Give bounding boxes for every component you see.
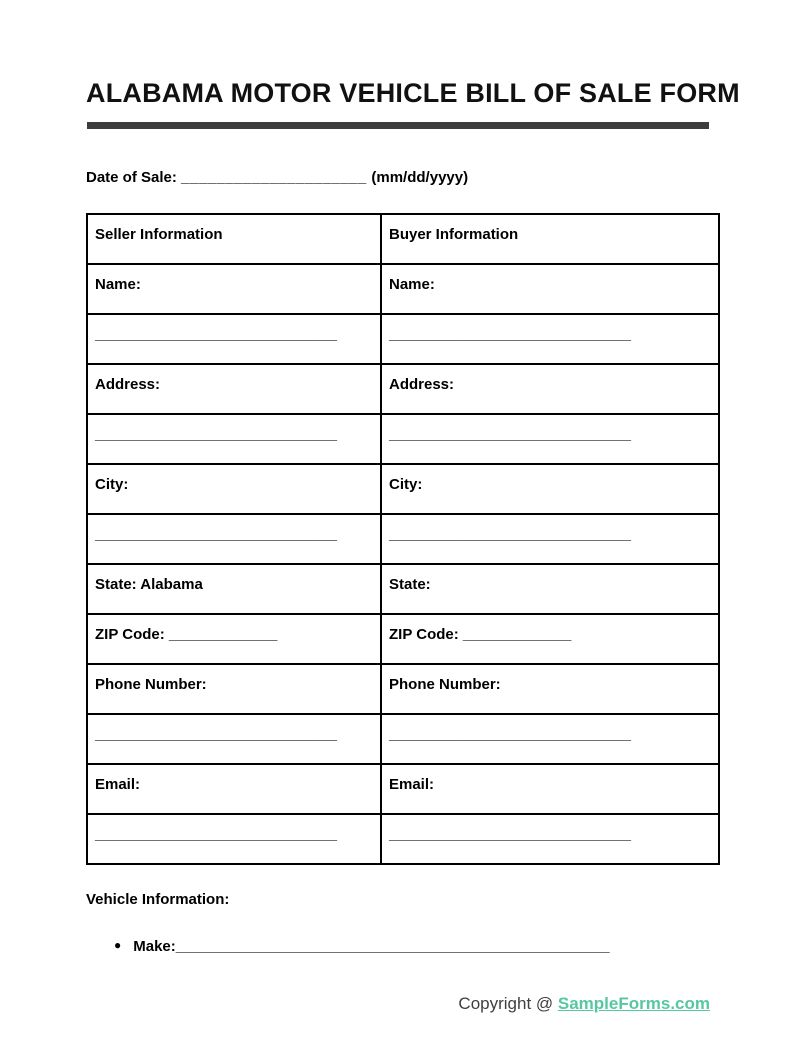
date-of-sale-line (86, 169, 710, 186)
seller-buyer-table (86, 213, 720, 865)
table-row-header (87, 214, 719, 264)
buyer-phone-blank: _____________________________ (381, 714, 719, 764)
table-row-address (87, 364, 719, 414)
seller-phone-label: Phone Number: (87, 664, 381, 714)
title-divider (87, 122, 709, 129)
date-of-sale-label: Date of Sale: (86, 169, 182, 186)
bullet-icon: ● (114, 938, 122, 952)
vehicle-information-heading: Vehicle Information: (86, 891, 230, 908)
table-row-address-blank (87, 414, 719, 464)
seller-header-cell: Seller Information (87, 214, 381, 264)
table-row-state (87, 564, 719, 614)
seller-email-blank: _____________________________ (87, 814, 381, 864)
seller-address-blank: _____________________________ (87, 414, 381, 464)
date-of-sale-blank: _____________________ (181, 169, 372, 186)
table-row-name (87, 264, 719, 314)
buyer-phone-label: Phone Number: (381, 664, 719, 714)
seller-name-label: Name: (87, 264, 381, 314)
table-row-name-blank (87, 314, 719, 364)
seller-phone-blank: _____________________________ (87, 714, 381, 764)
table-row-phone-blank (87, 714, 719, 764)
seller-address-label: Address: (87, 364, 381, 414)
seller-name-blank: _____________________________ (87, 314, 381, 364)
make-line (114, 938, 710, 955)
buyer-email-label: Email: (381, 764, 719, 814)
seller-zip-label: ZIP Code: _____________ (87, 614, 381, 664)
table-row-phone (87, 664, 719, 714)
footer-copyright (458, 994, 710, 1014)
sampleforms-link[interactable]: SampleForms.com (557, 994, 710, 1013)
seller-email-label: Email: (87, 764, 381, 814)
buyer-name-blank: _____________________________ (381, 314, 719, 364)
buyer-name-label: Name: (381, 264, 719, 314)
buyer-address-label: Address: (381, 364, 719, 414)
buyer-city-label: City: (381, 464, 719, 514)
form-title: ALABAMA MOTOR VEHICLE BILL OF SALE FORM (86, 78, 740, 108)
table-row-city-blank (87, 514, 719, 564)
table-row-city (87, 464, 719, 514)
buyer-state-label: State: (381, 564, 719, 614)
seller-state-label: State: Alabama (87, 564, 381, 614)
seller-city-blank: _____________________________ (87, 514, 381, 564)
buyer-city-blank: _____________________________ (381, 514, 719, 564)
copyright-prefix: Copyright @ (458, 994, 558, 1013)
buyer-email-blank: _____________________________ (381, 814, 719, 864)
date-format-hint: (mm/dd/yyyy) (371, 169, 469, 186)
table-row-zip (87, 614, 719, 664)
buyer-header-cell: Buyer Information (381, 214, 719, 264)
buyer-zip-label: ZIP Code: _____________ (381, 614, 719, 664)
buyer-address-blank: _____________________________ (381, 414, 719, 464)
make-label: Make: (133, 938, 176, 955)
make-blank: ____________________________________________________ (175, 938, 610, 955)
seller-city-label: City: (87, 464, 381, 514)
table-row-email-blank (87, 814, 719, 864)
table-row-email (87, 764, 719, 814)
